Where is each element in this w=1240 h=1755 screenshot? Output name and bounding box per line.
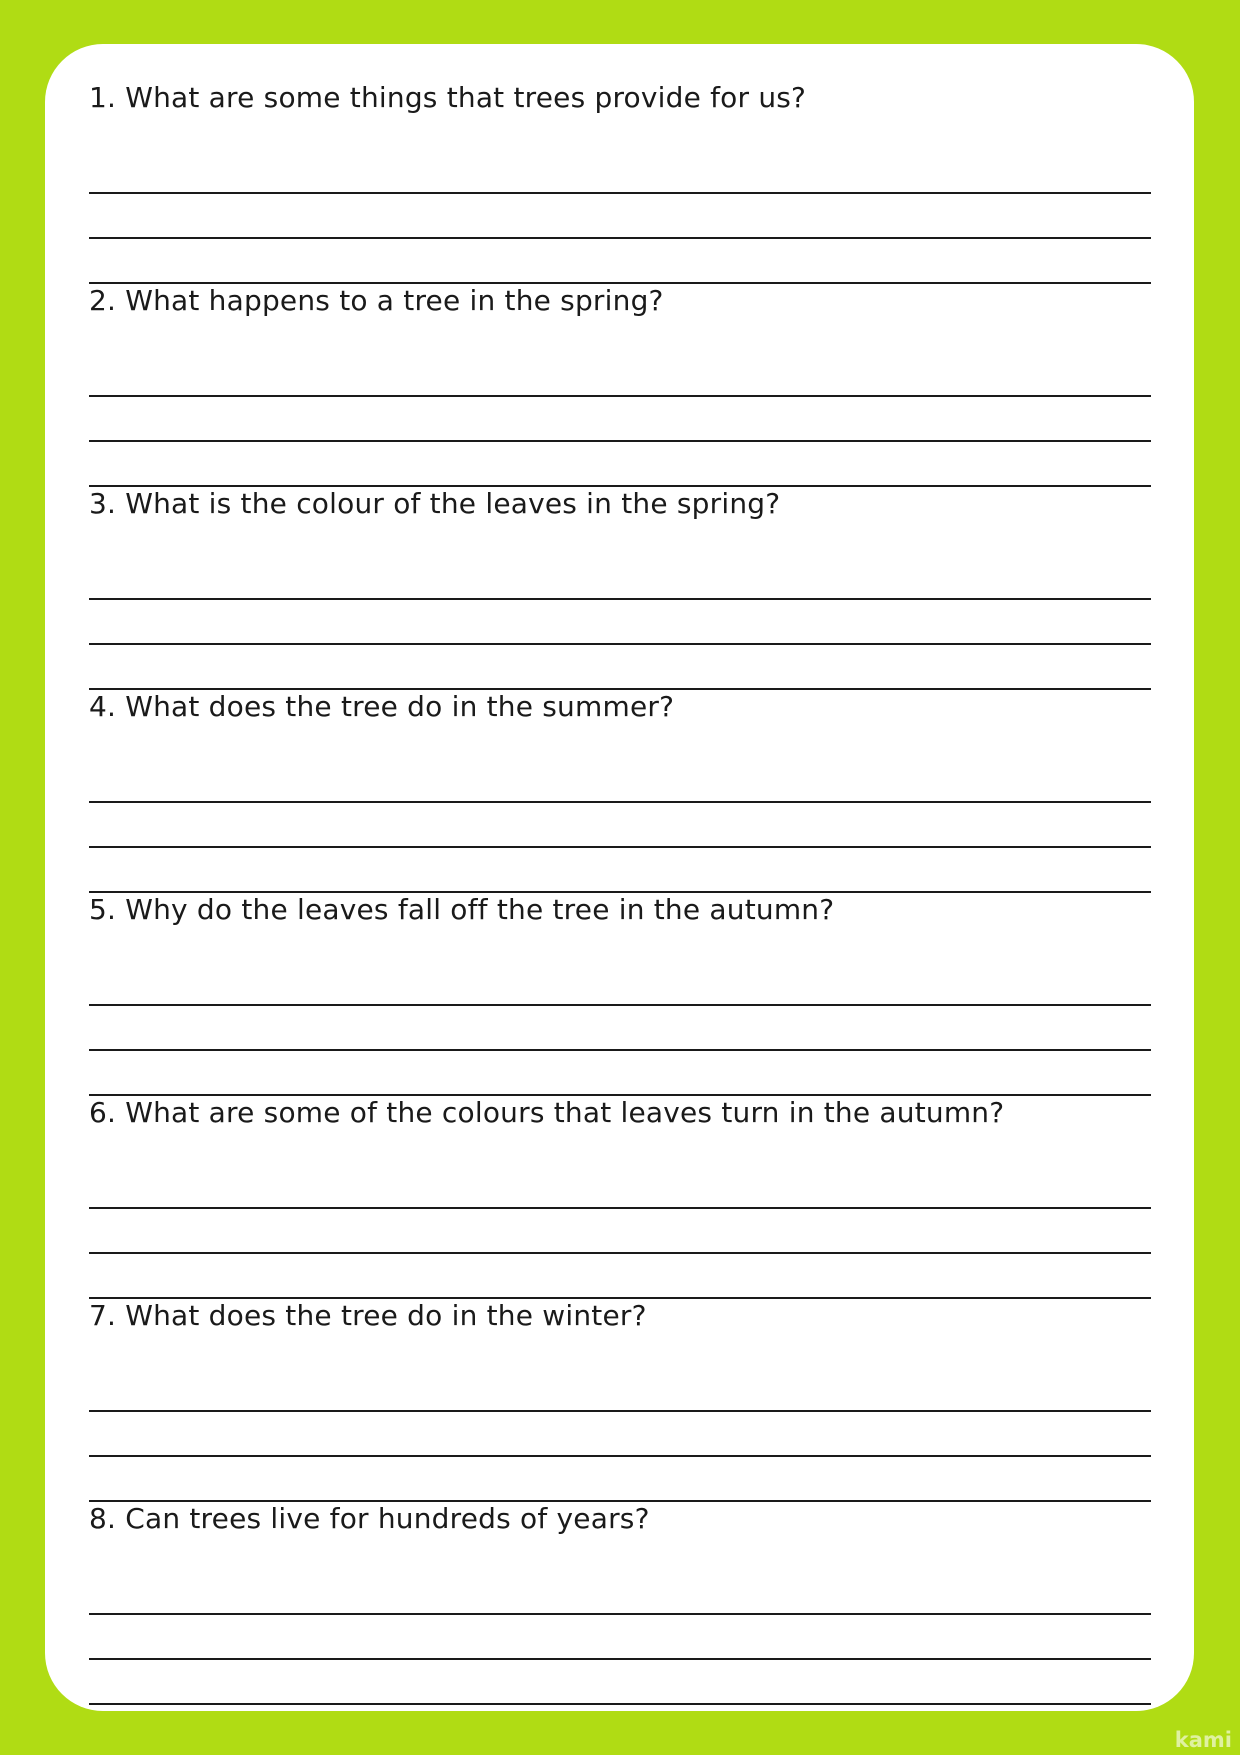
answer-line[interactable] [89, 1207, 1151, 1209]
answer-line[interactable] [89, 440, 1151, 442]
answer-line[interactable] [89, 1410, 1151, 1412]
question-2 [89, 284, 1151, 454]
question-text: 4. What does the tree do in the summer? [89, 690, 675, 723]
answer-line[interactable] [89, 192, 1151, 194]
answer-line[interactable] [89, 1658, 1151, 1660]
answer-line[interactable] [89, 395, 1151, 397]
question-text: 6. What are some of the colours that leaves turn in the autumn? [89, 1096, 1005, 1129]
question-1 [89, 81, 1151, 251]
question-3 [89, 487, 1151, 657]
answer-line[interactable] [89, 1004, 1151, 1006]
question-8 [89, 1502, 1151, 1672]
question-5 [89, 893, 1151, 1063]
worksheet-card [45, 44, 1194, 1711]
answer-line[interactable] [89, 237, 1151, 239]
answer-line[interactable] [89, 846, 1151, 848]
answer-line[interactable] [89, 598, 1151, 600]
answer-line[interactable] [89, 1049, 1151, 1051]
answer-line[interactable] [89, 1613, 1151, 1615]
question-text: 7. What does the tree do in the winter? [89, 1299, 647, 1332]
question-7 [89, 1299, 1151, 1469]
question-text: 5. Why do the leaves fall off the tree in the autumn? [89, 893, 835, 926]
answer-line[interactable] [89, 643, 1151, 645]
question-text: 1. What are some things that trees provide for us? [89, 81, 807, 114]
answer-line[interactable] [89, 1455, 1151, 1457]
question-text: 8. Can trees live for hundreds of years? [89, 1502, 650, 1535]
question-text: 2. What happens to a tree in the spring? [89, 284, 664, 317]
answer-line[interactable] [89, 1252, 1151, 1254]
answer-line[interactable] [89, 801, 1151, 803]
question-text: 3. What is the colour of the leaves in the spring? [89, 487, 781, 520]
question-6 [89, 1096, 1151, 1266]
question-4 [89, 690, 1151, 860]
answer-line[interactable] [89, 1703, 1151, 1705]
kami-logo: kami [1174, 1728, 1232, 1752]
